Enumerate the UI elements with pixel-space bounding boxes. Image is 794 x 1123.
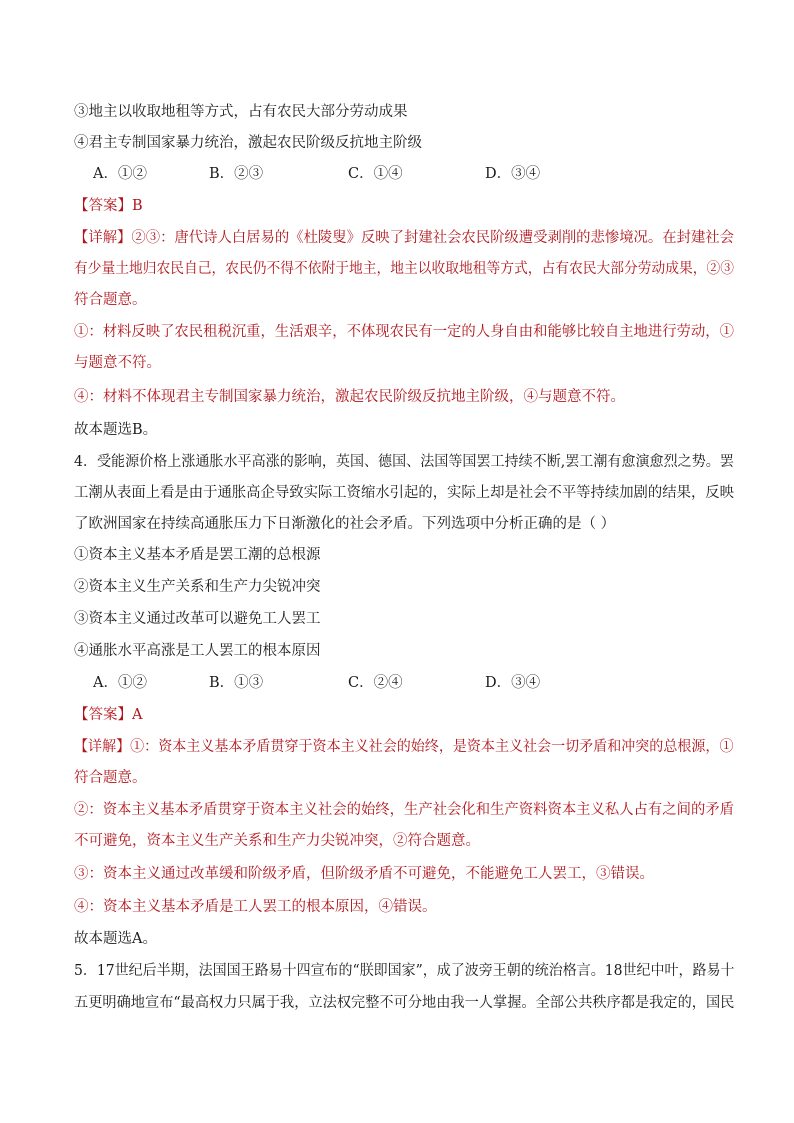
q4-option-2: ②资本主义生产关系和生产力尖锐冲突 (74, 579, 321, 595)
q4-conclusion: 故本题选A。 (74, 931, 157, 947)
q3-detail-line-1 (74, 228, 734, 248)
q5-stem-line-1: 5．17世纪后半期，法国国王路易十四宣布的“朕即国家”，成了波旁王朝的统治格言。18世纪中叶，路易十 (74, 963, 735, 979)
q4-choice-d: D．③④ (485, 675, 541, 691)
q3-choice-c: C．①④ (348, 166, 403, 182)
q4-choice-a: A．①② (93, 675, 147, 691)
q4-stem-line-2: 工潮从表面上看是由于通胀高企导致实际工资缩水引起的，实际上却是社会不平等持续加剧的结果，反映 (74, 485, 734, 501)
detail-label: 【详解】 (74, 739, 131, 755)
q4-choice-b: B．①③ (209, 675, 264, 691)
q3-option-3: ③地主以收取地租等方式，占有农民大部分劳动成果 (74, 104, 408, 120)
q3-choice-a: A．①② (93, 166, 147, 182)
q4-option-3: ③资本主义通过改革可以避免工人罢工 (74, 611, 321, 627)
q4-note2: ③：资本主义通过改革缓和阶级矛盾，但阶级矛盾不可避免，不能避免工人罢工，③错误。 (74, 866, 654, 882)
q3-conclusion: 故本题选B。 (74, 422, 158, 438)
q3-note1-line-2: 与题意不符。 (74, 355, 161, 371)
q4-note1-line-2: 不可避免，资本主义生产关系和生产力尖锐冲突，②符合题意。 (74, 833, 480, 849)
q3-detail-line-3: 符合题意。 (74, 292, 147, 308)
q4-note3: ④：资本主义基本矛盾是工人罢工的根本原因，④错误。 (74, 899, 437, 915)
q3-choice-d: D．③④ (485, 166, 541, 182)
answer-label: 【答案】 (74, 198, 132, 214)
q4-option-4: ④通胀水平高涨是工人罢工的根本原因 (74, 643, 321, 659)
q4-detail-line-2: 符合题意。 (74, 770, 147, 786)
q3-note1-line-1: ①：材料反映了农民租税沉重，生活艰辛，不体现农民有一定的人身自由和能够比较自主地进行劳动，① (74, 324, 734, 340)
q5-stem-line-2: 五更明确地宣布“最高权力只属于我，立法权完整不可分地由我一人掌握。全部公共秩序都是我定的，国民 (74, 995, 735, 1011)
q4-stem-line-3: 了欧洲国家在持续高通胀压力下日渐激化的社会矛盾。下列选项中分析正确的是（ ） (74, 516, 616, 532)
q3-choice-b: B．②③ (209, 166, 264, 182)
q4-note1-line-1: ②：资本主义基本矛盾贯穿于资本主义社会的始终，生产社会化和生产资料资本主义私人占有之间的矛盾 (74, 802, 734, 818)
answer-value: A (132, 707, 143, 723)
detail-text: ①：资本主义基本矛盾贯穿于资本主义社会的始终，是资本主义社会一切矛盾和冲突的总根源，① (130, 739, 734, 755)
q4-choice-c: C．②④ (348, 675, 403, 691)
detail-text: ②③：唐代诗人白居易的《杜陵叟》反映了封建社会农民阶级遭受剥削的悲惨境况。在封建社会 (131, 230, 734, 246)
answer-value: B (132, 198, 143, 214)
answer-label: 【答案】 (74, 707, 132, 723)
q4-stem-line-1: 4．受能源价格上涨通胀水平高涨的影响，英国、德国、法国等国罢工持续不断,罢工潮有愈演愈烈之势。罢 (74, 454, 734, 470)
q4-answer (74, 705, 142, 725)
q3-answer (74, 196, 143, 216)
q3-option-4: ④君主专制国家暴力统治，激起农民阶级反抗地主阶级 (74, 135, 422, 151)
detail-label: 【详解】 (74, 230, 132, 246)
q3-note2: ④：材料不体现君主专制国家暴力统治，激起农民阶级反抗地主阶级，④与题意不符。 (74, 389, 625, 405)
q4-option-1: ①资本主义基本矛盾是罢工潮的总根源 (74, 547, 321, 563)
q3-detail-line-2: 有少量土地归农民自己，农民仍不得不依附于地主，地主以收取地租等方式，占有农民大部分劳动成果，②③ (74, 261, 735, 277)
q4-detail-line-1 (74, 737, 733, 757)
